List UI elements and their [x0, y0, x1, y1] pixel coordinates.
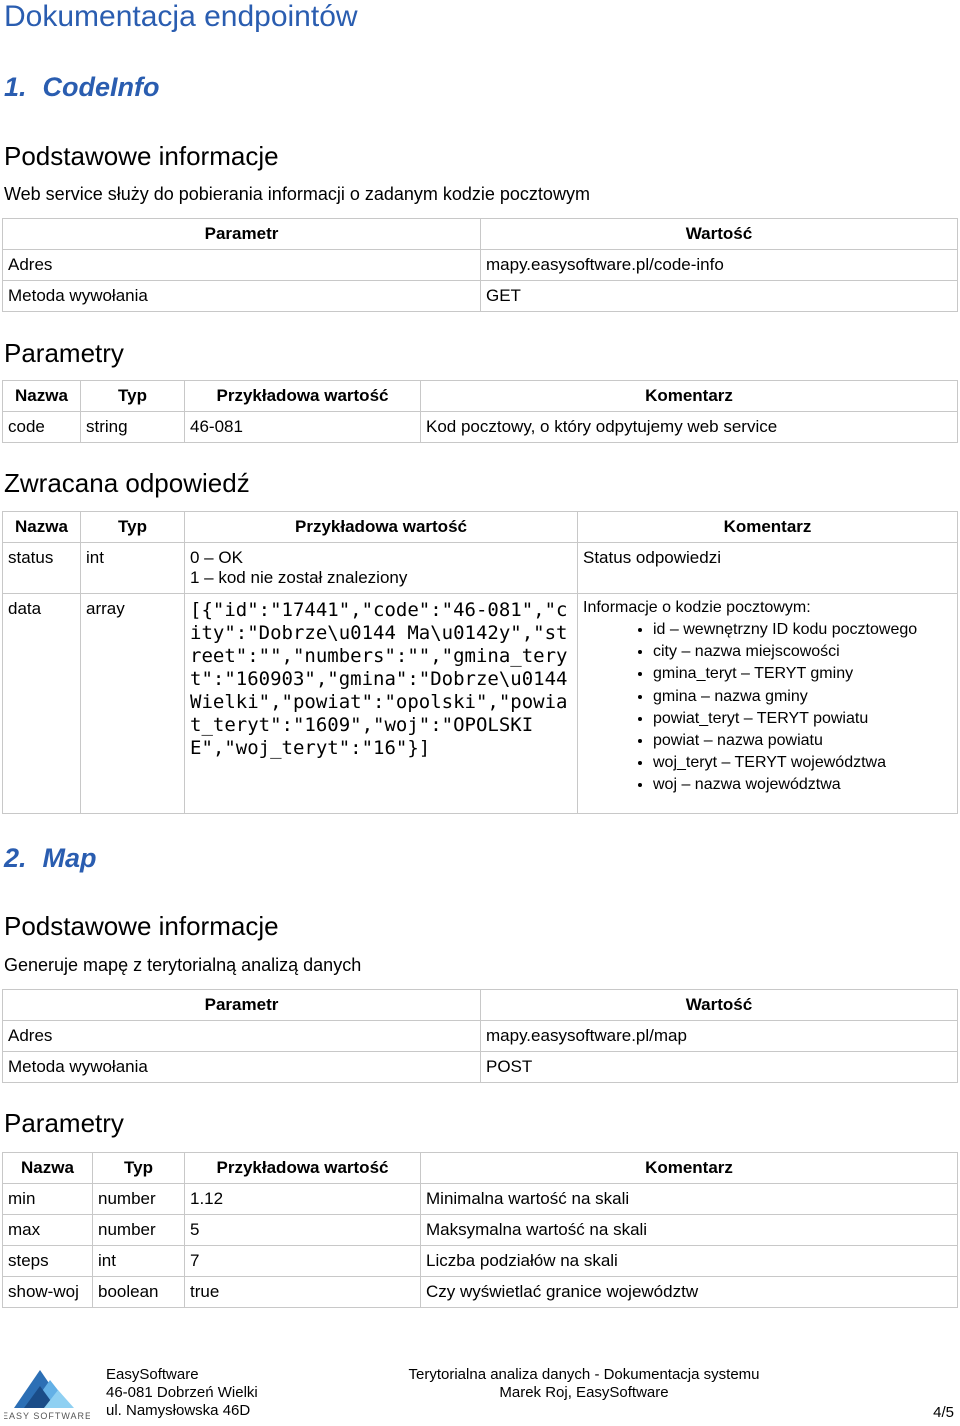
section-description: Web service służy do pobierania informacji o zadanym kodzie pocztowym: [4, 184, 590, 204]
status-value-line: 0 – OK: [190, 548, 243, 567]
page-title: Dokumentacja endpointów: [4, 0, 358, 33]
header-nazwa: Nazwa: [3, 512, 81, 543]
header-typ: Typ: [81, 381, 185, 412]
param-name: min: [3, 1184, 93, 1215]
list-item: • gmina_teryt – TERYT gminy: [653, 663, 952, 685]
table-row: [3, 250, 958, 281]
param-comment: Minimalna wartość na skali: [421, 1184, 958, 1215]
param-comment: Kod pocztowy, o który odpytujemy web service: [421, 412, 958, 443]
param-name: steps: [3, 1246, 93, 1277]
section-heading-map: [4, 843, 97, 874]
response-comment: Status odpowiedzi: [578, 543, 958, 594]
header-parametr: Parametr: [3, 990, 481, 1021]
section-name: Map: [42, 843, 97, 873]
header-przykladowa: Przykładowa wartość: [185, 512, 578, 543]
table-row: [3, 412, 958, 443]
document-title: Terytorialna analiza danych - Dokumentacja systemu: [408, 1366, 760, 1383]
response-example: [{"id":"17441","code":"46-081","city":"Dobrze\u0144 Ma\u0142y","street":"","numbers":"","gmina_teryt":"160903","gmina":"Dobrze\u0144 Wielki","powiat":"opolski","powiat_teryt":"1609","woj":"OPOLSKIE","woj_teryt":"16"}]: [185, 594, 578, 814]
document-info: [398, 1366, 770, 1402]
header-typ: Typ: [81, 512, 185, 543]
response-type: int: [81, 543, 185, 594]
table-row: [3, 1052, 958, 1083]
param-comment: Liczba podziałów na skali: [421, 1246, 958, 1277]
response-table: [2, 511, 958, 814]
company-name: EasySoftware: [106, 1366, 199, 1383]
easysoftware-logo: [4, 1366, 90, 1422]
header-przykladowa: Przykładowa wartość: [185, 1153, 421, 1184]
header-nazwa: Nazwa: [3, 1153, 93, 1184]
header-komentarz: Komentarz: [421, 381, 958, 412]
section-number: 1.: [4, 72, 27, 102]
field-list: [583, 619, 952, 797]
header-wartosc: Wartość: [481, 219, 958, 250]
page-number: 4/5: [933, 1404, 954, 1421]
info-value: mapy.easysoftware.pl/code-info: [481, 250, 958, 281]
list-item: • id – wewnętrzny ID kodu pocztowego: [653, 619, 952, 641]
response-name: status: [3, 543, 81, 594]
param-name: code: [3, 412, 81, 443]
param-type: number: [93, 1215, 185, 1246]
param-example: 7: [185, 1246, 421, 1277]
header-przykladowa: Przykładowa wartość: [185, 381, 421, 412]
param-comment: Czy wyświetlać granice województw: [421, 1277, 958, 1308]
section-name: CodeInfo: [42, 72, 160, 102]
param-type: string: [81, 412, 185, 443]
list-item: • powiat – nazwa powiatu: [653, 730, 952, 752]
list-item: • woj_teryt – TERYT województwa: [653, 752, 952, 774]
params-heading: Parametry: [4, 1108, 124, 1138]
param-example: 1.12: [185, 1184, 421, 1215]
header-komentarz: Komentarz: [421, 1153, 958, 1184]
basic-info-heading: Podstawowe informacje: [4, 911, 279, 941]
info-table: [2, 989, 958, 1083]
table-row: [3, 1246, 958, 1277]
section-number: 2.: [4, 843, 27, 873]
table-row: [3, 281, 958, 312]
info-value: GET: [481, 281, 958, 312]
param-name: max: [3, 1215, 93, 1246]
company-city: 46-081 Dobrzeń Wielki: [106, 1384, 258, 1401]
company-street: ul. Namysłowska 46D: [106, 1402, 251, 1419]
param-example: true: [185, 1277, 421, 1308]
table-row: [3, 543, 958, 594]
info-table: [2, 218, 958, 312]
header-parametr: Parametr: [3, 219, 481, 250]
list-item: • powiat_teryt – TERYT powiatu: [653, 708, 952, 730]
param-example: 5: [185, 1215, 421, 1246]
section-description: Generuje mapę z terytorialną analizą danych: [4, 955, 362, 975]
status-value-line: 1 – kod nie został znaleziony: [190, 568, 408, 587]
list-item: • woj – nazwa województwa: [653, 774, 952, 796]
info-param: Metoda wywołania: [3, 281, 481, 312]
document-author: Marek Roj, EasySoftware: [499, 1384, 669, 1401]
params-table: [2, 380, 958, 443]
list-item: • city – nazwa miejscowości: [653, 641, 952, 663]
header-komentarz: Komentarz: [578, 512, 958, 543]
response-type: array: [81, 594, 185, 814]
table-row: [3, 1277, 958, 1308]
basic-info-heading: Podstawowe informacje: [4, 141, 279, 171]
response-heading: Zwracana odpowiedź: [4, 468, 250, 498]
param-type: boolean: [93, 1277, 185, 1308]
param-type: int: [93, 1246, 185, 1277]
header-nazwa: Nazwa: [3, 381, 81, 412]
list-item: • gmina – nazwa gminy: [653, 686, 952, 708]
param-comment: Maksymalna wartość na skali: [421, 1215, 958, 1246]
param-name: show-woj: [3, 1277, 93, 1308]
response-example: [185, 543, 578, 594]
info-value: POST: [481, 1052, 958, 1083]
params-table: [2, 1152, 958, 1308]
page-footer: [0, 1366, 960, 1426]
info-param: Adres: [3, 250, 481, 281]
table-row: [3, 1021, 958, 1052]
section-heading-codeinfo: [4, 72, 160, 103]
param-type: number: [93, 1184, 185, 1215]
info-value: mapy.easysoftware.pl/map: [481, 1021, 958, 1052]
comment-intro: Informacje o kodzie pocztowym:: [583, 599, 811, 616]
table-row: [3, 594, 958, 814]
table-row: [3, 1184, 958, 1215]
header-typ: Typ: [93, 1153, 185, 1184]
response-comment: [578, 594, 958, 814]
logo-text: EASY SOFTWARE: [4, 1411, 90, 1421]
param-example: 46-081: [185, 412, 421, 443]
header-wartosc: Wartość: [481, 990, 958, 1021]
response-name: data: [3, 594, 81, 814]
info-param: Metoda wywołania: [3, 1052, 481, 1083]
table-row: [3, 1215, 958, 1246]
info-param: Adres: [3, 1021, 481, 1052]
params-heading: Parametry: [4, 338, 124, 368]
company-info: [106, 1366, 258, 1420]
